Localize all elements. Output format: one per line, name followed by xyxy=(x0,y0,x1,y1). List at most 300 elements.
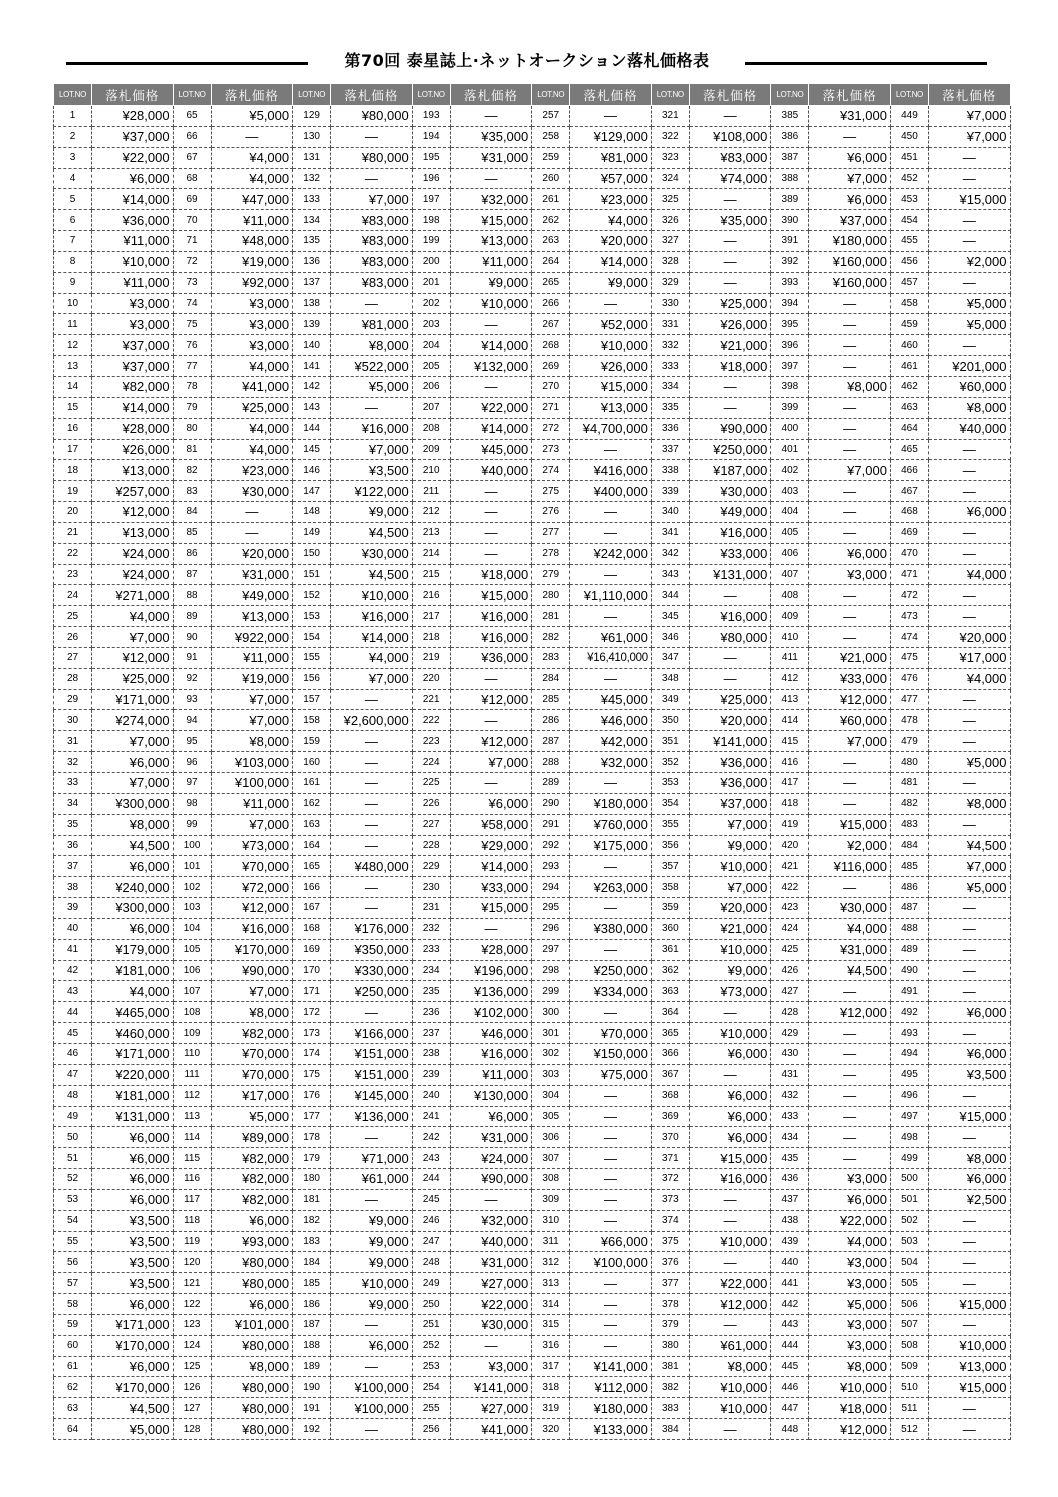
lot-number: 1 xyxy=(54,106,92,127)
lot-number: 445 xyxy=(771,1356,809,1377)
lot-number: 453 xyxy=(890,189,928,210)
winning-price: ¥80,000 xyxy=(689,627,771,648)
lot-number: 457 xyxy=(890,272,928,293)
lot-number: 299 xyxy=(532,981,570,1002)
winning-price: ¥6,000 xyxy=(92,1356,174,1377)
table-row xyxy=(54,1210,1011,1231)
table-row xyxy=(54,606,1011,627)
winning-price: ¥6,000 xyxy=(809,147,891,168)
lot-number: 343 xyxy=(651,564,689,585)
winning-price: ¥7,000 xyxy=(928,126,1010,147)
lot-number: 337 xyxy=(651,439,689,460)
winning-price: ¥3,000 xyxy=(809,1335,891,1356)
winning-price: ¥3,000 xyxy=(211,314,293,335)
lot-number: 442 xyxy=(771,1294,809,1315)
lot-number: 358 xyxy=(651,877,689,898)
winning-price: — xyxy=(689,1314,771,1335)
winning-price: ¥30,000 xyxy=(689,481,771,502)
winning-price: — xyxy=(450,918,532,939)
winning-price: ¥8,000 xyxy=(211,731,293,752)
lot-number: 91 xyxy=(173,647,211,668)
lot-number: 402 xyxy=(771,460,809,481)
lot-number: 419 xyxy=(771,814,809,835)
lot-number: 153 xyxy=(293,606,331,627)
lot-number: 242 xyxy=(412,1127,450,1148)
winning-price: ¥11,000 xyxy=(92,272,174,293)
lot-number: 157 xyxy=(293,689,331,710)
winning-price: — xyxy=(809,481,891,502)
lot-number: 399 xyxy=(771,397,809,418)
winning-price: ¥7,000 xyxy=(689,814,771,835)
winning-price: ¥171,000 xyxy=(92,1314,174,1335)
winning-price: ¥19,000 xyxy=(211,668,293,689)
winning-price: — xyxy=(689,1252,771,1273)
winning-price: ¥4,000 xyxy=(331,647,413,668)
winning-price: ¥17,000 xyxy=(211,1085,293,1106)
winning-price: — xyxy=(331,1419,413,1440)
lot-number: 420 xyxy=(771,835,809,856)
lot-number: 414 xyxy=(771,710,809,731)
winning-price: ¥18,000 xyxy=(689,356,771,377)
lot-number: 286 xyxy=(532,710,570,731)
lot-number: 349 xyxy=(651,689,689,710)
lot-number: 498 xyxy=(890,1127,928,1148)
winning-price: ¥10,000 xyxy=(450,293,532,314)
lot-number: 228 xyxy=(412,835,450,856)
lot-number: 118 xyxy=(173,1210,211,1231)
table-row xyxy=(54,585,1011,606)
lot-number: 223 xyxy=(412,731,450,752)
lot-number: 162 xyxy=(293,793,331,814)
lot-number: 426 xyxy=(771,960,809,981)
lot-number: 121 xyxy=(173,1273,211,1294)
winning-price: ¥3,500 xyxy=(92,1273,174,1294)
winning-price: ¥80,000 xyxy=(211,1398,293,1419)
winning-price: ¥196,000 xyxy=(450,960,532,981)
lot-number: 80 xyxy=(173,418,211,439)
lot-number: 448 xyxy=(771,1419,809,1440)
winning-price: ¥80,000 xyxy=(211,1273,293,1294)
lot-number: 93 xyxy=(173,689,211,710)
lot-number: 87 xyxy=(173,564,211,585)
lot-number: 506 xyxy=(890,1294,928,1315)
lot-number: 503 xyxy=(890,1231,928,1252)
lot-number: 239 xyxy=(412,1064,450,1085)
winning-price: — xyxy=(928,147,1010,168)
lot-number: 319 xyxy=(532,1398,570,1419)
winning-price-header: 落札価格 xyxy=(450,84,532,106)
winning-price: ¥36,000 xyxy=(689,773,771,794)
table-row xyxy=(54,126,1011,147)
lot-number: 509 xyxy=(890,1356,928,1377)
table-row xyxy=(54,1106,1011,1127)
winning-price: ¥70,000 xyxy=(211,1043,293,1064)
lot-number: 359 xyxy=(651,898,689,919)
lot-number: 356 xyxy=(651,835,689,856)
lot-number: 311 xyxy=(532,1231,570,1252)
winning-price: ¥16,000 xyxy=(689,522,771,543)
lot-number: 465 xyxy=(890,439,928,460)
table-row xyxy=(54,314,1011,335)
winning-price: — xyxy=(570,856,652,877)
lot-number: 132 xyxy=(293,168,331,189)
winning-price: ¥20,000 xyxy=(570,231,652,252)
lot-number: 260 xyxy=(532,168,570,189)
lot-number: 107 xyxy=(173,981,211,1002)
winning-price: ¥4,700,000 xyxy=(570,418,652,439)
winning-price: ¥242,000 xyxy=(570,543,652,564)
winning-price: ¥58,000 xyxy=(450,814,532,835)
winning-price: ¥5,000 xyxy=(928,877,1010,898)
winning-price: — xyxy=(928,439,1010,460)
lot-number: 109 xyxy=(173,1023,211,1044)
lot-number: 38 xyxy=(54,877,92,898)
winning-price: ¥15,000 xyxy=(928,1377,1010,1398)
winning-price: ¥46,000 xyxy=(570,710,652,731)
lot-number: 484 xyxy=(890,835,928,856)
lot-number: 165 xyxy=(293,856,331,877)
lot-number: 146 xyxy=(293,460,331,481)
lot-number: 512 xyxy=(890,1419,928,1440)
lot-number: 384 xyxy=(651,1419,689,1440)
lot-number: 262 xyxy=(532,210,570,231)
winning-price: — xyxy=(450,522,532,543)
winning-price: ¥11,000 xyxy=(450,1064,532,1085)
lot-number: 295 xyxy=(532,898,570,919)
winning-price: — xyxy=(450,314,532,335)
table-row xyxy=(54,356,1011,377)
winning-price: ¥9,000 xyxy=(331,1294,413,1315)
lot-number: 9 xyxy=(54,272,92,293)
lot-number: 98 xyxy=(173,793,211,814)
lot-number: 79 xyxy=(173,397,211,418)
lot-number: 272 xyxy=(532,418,570,439)
winning-price: — xyxy=(928,689,1010,710)
table-row xyxy=(54,1169,1011,1190)
table-row xyxy=(54,439,1011,460)
lot-number: 202 xyxy=(412,293,450,314)
lot-number: 464 xyxy=(890,418,928,439)
winning-price: ¥66,000 xyxy=(570,1231,652,1252)
winning-price: ¥31,000 xyxy=(450,1252,532,1273)
lot-number: 346 xyxy=(651,627,689,648)
lot-number: 421 xyxy=(771,856,809,877)
lot-no-header: LOT.NO xyxy=(54,84,92,106)
winning-price: ¥160,000 xyxy=(809,272,891,293)
winning-price: ¥170,000 xyxy=(211,939,293,960)
lot-number: 395 xyxy=(771,314,809,335)
winning-price: ¥330,000 xyxy=(331,960,413,981)
winning-price: ¥14,000 xyxy=(450,856,532,877)
table-row xyxy=(54,814,1011,835)
lot-number: 8 xyxy=(54,251,92,272)
lot-number: 30 xyxy=(54,710,92,731)
winning-price: — xyxy=(689,1419,771,1440)
winning-price: ¥6,000 xyxy=(809,1189,891,1210)
winning-price: ¥61,000 xyxy=(570,627,652,648)
winning-price: ¥7,000 xyxy=(331,439,413,460)
winning-price-header: 落札価格 xyxy=(809,84,891,106)
winning-price: — xyxy=(928,918,1010,939)
lot-number: 374 xyxy=(651,1210,689,1231)
lot-number: 172 xyxy=(293,1002,331,1023)
lot-number: 136 xyxy=(293,251,331,272)
lot-number: 127 xyxy=(173,1398,211,1419)
winning-price: ¥83,000 xyxy=(331,272,413,293)
lot-number: 450 xyxy=(890,126,928,147)
lot-number: 77 xyxy=(173,356,211,377)
winning-price: ¥83,000 xyxy=(331,210,413,231)
winning-price: ¥130,000 xyxy=(450,1085,532,1106)
winning-price: ¥129,000 xyxy=(570,126,652,147)
lot-number: 418 xyxy=(771,793,809,814)
lot-number: 387 xyxy=(771,147,809,168)
table-row xyxy=(54,231,1011,252)
winning-price: ¥7,000 xyxy=(809,460,891,481)
winning-price: ¥2,500 xyxy=(928,1189,1010,1210)
lot-number: 393 xyxy=(771,272,809,293)
lot-number: 497 xyxy=(890,1106,928,1127)
lot-number: 411 xyxy=(771,647,809,668)
lot-number: 278 xyxy=(532,543,570,564)
winning-price: ¥40,000 xyxy=(928,418,1010,439)
winning-price: ¥45,000 xyxy=(450,439,532,460)
lot-number: 296 xyxy=(532,918,570,939)
lot-number: 2 xyxy=(54,126,92,147)
winning-price: ¥81,000 xyxy=(331,314,413,335)
lot-number: 11 xyxy=(54,314,92,335)
winning-price: ¥31,000 xyxy=(450,147,532,168)
winning-price: — xyxy=(928,1231,1010,1252)
winning-price: ¥1,110,000 xyxy=(570,585,652,606)
lot-number: 246 xyxy=(412,1210,450,1231)
winning-price: ¥3,000 xyxy=(809,1314,891,1335)
winning-price: ¥20,000 xyxy=(689,898,771,919)
lot-number: 171 xyxy=(293,981,331,1002)
lot-number: 65 xyxy=(173,106,211,127)
winning-price: — xyxy=(450,502,532,523)
lot-number: 397 xyxy=(771,356,809,377)
winning-price: — xyxy=(450,543,532,564)
lot-number: 105 xyxy=(173,939,211,960)
lot-number: 375 xyxy=(651,1231,689,1252)
winning-price: — xyxy=(928,981,1010,1002)
lot-number: 345 xyxy=(651,606,689,627)
lot-number: 323 xyxy=(651,147,689,168)
lot-number: 267 xyxy=(532,314,570,335)
table-row xyxy=(54,960,1011,981)
lot-number: 52 xyxy=(54,1169,92,1190)
lot-number: 255 xyxy=(412,1398,450,1419)
winning-price: ¥22,000 xyxy=(450,397,532,418)
lot-number: 179 xyxy=(293,1148,331,1169)
lot-number: 259 xyxy=(532,147,570,168)
lot-number: 281 xyxy=(532,606,570,627)
lot-number: 341 xyxy=(651,522,689,543)
winning-price: ¥37,000 xyxy=(809,210,891,231)
winning-price: — xyxy=(689,189,771,210)
winning-price: ¥37,000 xyxy=(689,793,771,814)
winning-price: — xyxy=(570,439,652,460)
table-row xyxy=(54,731,1011,752)
winning-price: — xyxy=(689,231,771,252)
winning-price: ¥3,500 xyxy=(92,1252,174,1273)
winning-price: ¥220,000 xyxy=(92,1064,174,1085)
winning-price: ¥11,000 xyxy=(450,251,532,272)
lot-number: 264 xyxy=(532,251,570,272)
lot-number: 221 xyxy=(412,689,450,710)
winning-price: ¥17,000 xyxy=(928,647,1010,668)
winning-price: ¥15,000 xyxy=(928,1106,1010,1127)
lot-number: 247 xyxy=(412,1231,450,1252)
winning-price: — xyxy=(570,1085,652,1106)
winning-price: ¥80,000 xyxy=(211,1252,293,1273)
lot-number: 124 xyxy=(173,1335,211,1356)
winning-price: ¥180,000 xyxy=(570,1398,652,1419)
lot-number: 86 xyxy=(173,543,211,564)
lot-number: 463 xyxy=(890,397,928,418)
lot-number: 54 xyxy=(54,1210,92,1231)
lot-number: 208 xyxy=(412,418,450,439)
table-row xyxy=(54,689,1011,710)
winning-price: ¥4,500 xyxy=(809,960,891,981)
lot-number: 287 xyxy=(532,731,570,752)
winning-price: ¥80,000 xyxy=(331,147,413,168)
lot-number: 283 xyxy=(532,647,570,668)
lot-number: 490 xyxy=(890,960,928,981)
lot-number: 316 xyxy=(532,1335,570,1356)
winning-price: ¥7,000 xyxy=(928,856,1010,877)
lot-number: 477 xyxy=(890,689,928,710)
winning-price: — xyxy=(570,1169,652,1190)
lot-number: 110 xyxy=(173,1043,211,1064)
lot-number: 149 xyxy=(293,522,331,543)
lot-number: 117 xyxy=(173,1189,211,1210)
winning-price: ¥3,500 xyxy=(928,1064,1010,1085)
table-row xyxy=(54,1335,1011,1356)
winning-price: ¥12,000 xyxy=(92,647,174,668)
lot-number: 293 xyxy=(532,856,570,877)
lot-number: 100 xyxy=(173,835,211,856)
lot-number: 486 xyxy=(890,877,928,898)
winning-price: ¥9,000 xyxy=(450,272,532,293)
lot-number: 256 xyxy=(412,1419,450,1440)
lot-number: 215 xyxy=(412,564,450,585)
winning-price: — xyxy=(211,502,293,523)
lot-number: 204 xyxy=(412,335,450,356)
lot-number: 404 xyxy=(771,502,809,523)
winning-price: ¥5,000 xyxy=(211,1106,293,1127)
lot-number: 488 xyxy=(890,918,928,939)
table-row xyxy=(54,898,1011,919)
winning-price: ¥28,000 xyxy=(92,418,174,439)
table-row xyxy=(54,1064,1011,1085)
lot-number: 116 xyxy=(173,1169,211,1190)
winning-price: ¥15,000 xyxy=(450,898,532,919)
winning-price: — xyxy=(689,668,771,689)
winning-price: ¥80,000 xyxy=(211,1377,293,1398)
winning-price: — xyxy=(809,335,891,356)
lot-number: 357 xyxy=(651,856,689,877)
winning-price: — xyxy=(570,773,652,794)
lot-number: 473 xyxy=(890,606,928,627)
winning-price: ¥10,000 xyxy=(809,1377,891,1398)
winning-price: ¥13,000 xyxy=(211,606,293,627)
winning-price: ¥75,000 xyxy=(570,1064,652,1085)
winning-price: ¥263,000 xyxy=(570,877,652,898)
winning-price: ¥49,000 xyxy=(211,585,293,606)
table-row xyxy=(54,147,1011,168)
winning-price: ¥11,000 xyxy=(92,231,174,252)
title-rule-right xyxy=(745,62,987,65)
winning-price: ¥7,000 xyxy=(92,627,174,648)
table-row xyxy=(54,877,1011,898)
lot-number: 37 xyxy=(54,856,92,877)
winning-price: ¥24,000 xyxy=(92,564,174,585)
lot-number: 106 xyxy=(173,960,211,981)
lot-number: 59 xyxy=(54,1314,92,1335)
winning-price: ¥27,000 xyxy=(450,1398,532,1419)
winning-price: ¥136,000 xyxy=(331,1106,413,1127)
winning-price: — xyxy=(570,1148,652,1169)
lot-number: 27 xyxy=(54,647,92,668)
winning-price: — xyxy=(331,1314,413,1335)
winning-price: — xyxy=(928,543,1010,564)
lot-number: 248 xyxy=(412,1252,450,1273)
winning-price: ¥25,000 xyxy=(689,293,771,314)
winning-price: — xyxy=(570,1210,652,1231)
winning-price: ¥46,000 xyxy=(450,1023,532,1044)
lot-number: 322 xyxy=(651,126,689,147)
lot-number: 320 xyxy=(532,1419,570,1440)
lot-number: 502 xyxy=(890,1210,928,1231)
winning-price: ¥80,000 xyxy=(211,1419,293,1440)
winning-price: ¥400,000 xyxy=(570,481,652,502)
lot-number: 273 xyxy=(532,439,570,460)
winning-price: — xyxy=(809,877,891,898)
winning-price: ¥3,000 xyxy=(92,314,174,335)
winning-price: — xyxy=(450,668,532,689)
winning-price: — xyxy=(570,1106,652,1127)
lot-number: 310 xyxy=(532,1210,570,1231)
winning-price: ¥13,000 xyxy=(92,522,174,543)
lot-number: 67 xyxy=(173,147,211,168)
winning-price: — xyxy=(331,835,413,856)
lot-number: 217 xyxy=(412,606,450,627)
lot-number: 507 xyxy=(890,1314,928,1335)
winning-price: ¥6,000 xyxy=(92,856,174,877)
lot-number: 168 xyxy=(293,918,331,939)
lot-number: 95 xyxy=(173,731,211,752)
table-row xyxy=(54,272,1011,293)
table-row xyxy=(54,251,1011,272)
lot-number: 159 xyxy=(293,731,331,752)
lot-number: 185 xyxy=(293,1273,331,1294)
lot-number: 129 xyxy=(293,106,331,127)
lot-number: 90 xyxy=(173,627,211,648)
lot-number: 385 xyxy=(771,106,809,127)
lot-number: 276 xyxy=(532,502,570,523)
lot-number: 290 xyxy=(532,793,570,814)
winning-price: ¥465,000 xyxy=(92,1002,174,1023)
lot-number: 28 xyxy=(54,668,92,689)
winning-price: ¥10,000 xyxy=(928,1335,1010,1356)
lot-number: 438 xyxy=(771,1210,809,1231)
lot-number: 167 xyxy=(293,898,331,919)
winning-price: — xyxy=(809,356,891,377)
winning-price: ¥27,000 xyxy=(450,1273,532,1294)
winning-price: ¥3,500 xyxy=(92,1210,174,1231)
